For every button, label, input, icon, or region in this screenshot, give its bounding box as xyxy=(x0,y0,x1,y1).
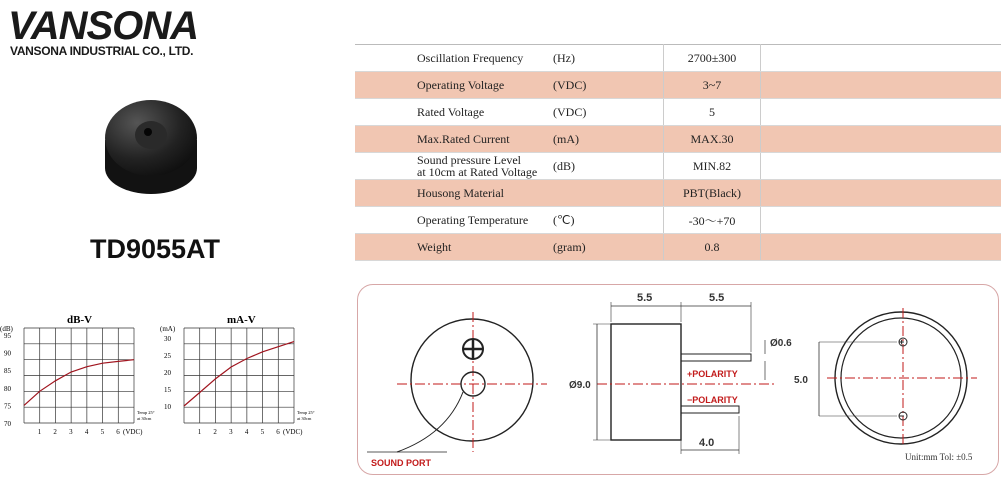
vansona-logo: VANSONA xyxy=(8,4,199,48)
model-number: TD9055AT xyxy=(90,234,221,264)
series-line xyxy=(24,360,134,406)
spec-unit: (VDC) xyxy=(553,72,664,99)
spec-row xyxy=(355,234,1001,261)
spec-row xyxy=(355,180,1001,207)
svg-text:5.0: 5.0 xyxy=(794,375,808,386)
y-tick-label: 85 xyxy=(4,367,11,376)
spec-parameter: Sound pressure Level at 10cm at Rated Voltage xyxy=(417,153,553,180)
x-tick-label: 1 xyxy=(197,428,202,436)
x-axis-label: (VDC) xyxy=(123,428,143,436)
spec-row xyxy=(355,72,1001,99)
y-tick-label: 20 xyxy=(164,369,171,378)
x-tick-label: 6 xyxy=(116,428,120,436)
x-tick-label: 5 xyxy=(100,428,105,436)
spec-unit: (mA) xyxy=(553,126,664,153)
y-axis-label: (dB) xyxy=(0,325,13,333)
chart-annotation: Temp 25° xyxy=(297,410,315,415)
db-v-chart xyxy=(0,312,160,442)
y-tick-label: 15 xyxy=(164,386,171,395)
positive-polarity-label: +POLARITY xyxy=(687,369,738,379)
y-tick-label: 95 xyxy=(4,332,11,341)
spec-row xyxy=(355,207,1001,234)
spec-parameter: Oscillation Frequency xyxy=(417,45,553,72)
spec-value: MAX.30 xyxy=(664,126,761,153)
chart-annotation: at 30cm xyxy=(137,416,152,421)
svg-text:Ø0.6: Ø0.6 xyxy=(770,338,792,349)
spec-value: -30～+70 xyxy=(664,207,761,234)
unit-note: Unit:mm Tol: ±0.5 xyxy=(905,452,973,462)
spec-unit xyxy=(553,180,664,207)
spec-value: PBT(Black) xyxy=(664,180,761,207)
spec-row xyxy=(355,126,1001,153)
y-tick-label: 10 xyxy=(164,403,171,412)
spec-parameter: Weight xyxy=(417,234,553,261)
spec-unit: (gram) xyxy=(553,234,664,261)
spec-unit: (dB) xyxy=(553,153,664,180)
bottom-view xyxy=(794,308,977,462)
svg-text:+: + xyxy=(899,337,905,347)
chart-annotation: at 30cm xyxy=(297,416,312,421)
y-tick-label: 75 xyxy=(4,402,11,411)
spec-value: 2700±300 xyxy=(664,45,761,72)
spec-row xyxy=(355,99,1001,126)
sound-port-label: SOUND PORT xyxy=(371,458,432,468)
chart-title: dB-V xyxy=(67,314,93,326)
spec-value: 5 xyxy=(664,99,761,126)
y-tick-label: 25 xyxy=(164,352,171,361)
spec-value: MIN.82 xyxy=(664,153,761,180)
y-axis-label: (mA) xyxy=(160,325,176,333)
chart-annotation: Temp 25° xyxy=(137,410,155,415)
x-tick-label: 1 xyxy=(37,428,42,436)
svg-text:−: − xyxy=(899,411,905,421)
spec-value: 3~7 xyxy=(664,72,761,99)
spec-row xyxy=(355,45,1001,72)
svg-text:Ø9.0: Ø9.0 xyxy=(569,380,591,391)
x-axis-label: (VDC) xyxy=(283,428,303,436)
negative-polarity-label: −POLARITY xyxy=(687,395,738,405)
chart-title: mA-V xyxy=(227,314,256,326)
spec-unit: (VDC) xyxy=(553,99,664,126)
spec-parameter: Operating Temperature xyxy=(417,207,553,234)
buzzer-photo xyxy=(95,88,205,208)
side-view xyxy=(569,292,792,454)
y-tick-label: 90 xyxy=(4,349,11,358)
svg-text:5.5: 5.5 xyxy=(709,292,725,304)
spec-value: 0.8 xyxy=(664,234,761,261)
spec-parameter: Operating Voltage xyxy=(417,72,553,99)
y-tick-label: 70 xyxy=(4,420,11,428)
y-tick-label: 80 xyxy=(4,384,11,393)
spec-unit: (Hz) xyxy=(553,45,664,72)
x-tick-label: 2 xyxy=(53,428,57,436)
spec-table xyxy=(355,44,1001,261)
spec-row xyxy=(355,153,1001,180)
spec-unit: (℃) xyxy=(553,207,664,234)
spec-parameter: Rated Voltage xyxy=(417,99,553,126)
dimension-drawing xyxy=(357,284,1003,477)
company-name: VANSONA INDUSTRIAL CO., LTD. xyxy=(10,44,194,58)
spec-parameter: Housong Material xyxy=(417,180,553,207)
x-tick-label: 5 xyxy=(260,428,265,436)
series-line xyxy=(184,342,294,406)
top-view xyxy=(367,312,547,468)
ma-v-chart xyxy=(160,312,320,442)
x-tick-label: 3 xyxy=(69,428,73,436)
y-tick-label: 30 xyxy=(164,335,171,344)
spec-parameter: Max.Rated Current xyxy=(417,126,553,153)
svg-text:5.5: 5.5 xyxy=(637,292,653,304)
svg-text:4.0: 4.0 xyxy=(699,437,715,449)
x-tick-label: 2 xyxy=(213,428,217,436)
x-tick-label: 6 xyxy=(276,428,280,436)
x-tick-label: 3 xyxy=(229,428,233,436)
x-tick-label: 4 xyxy=(244,428,249,436)
x-tick-label: 4 xyxy=(84,428,89,436)
